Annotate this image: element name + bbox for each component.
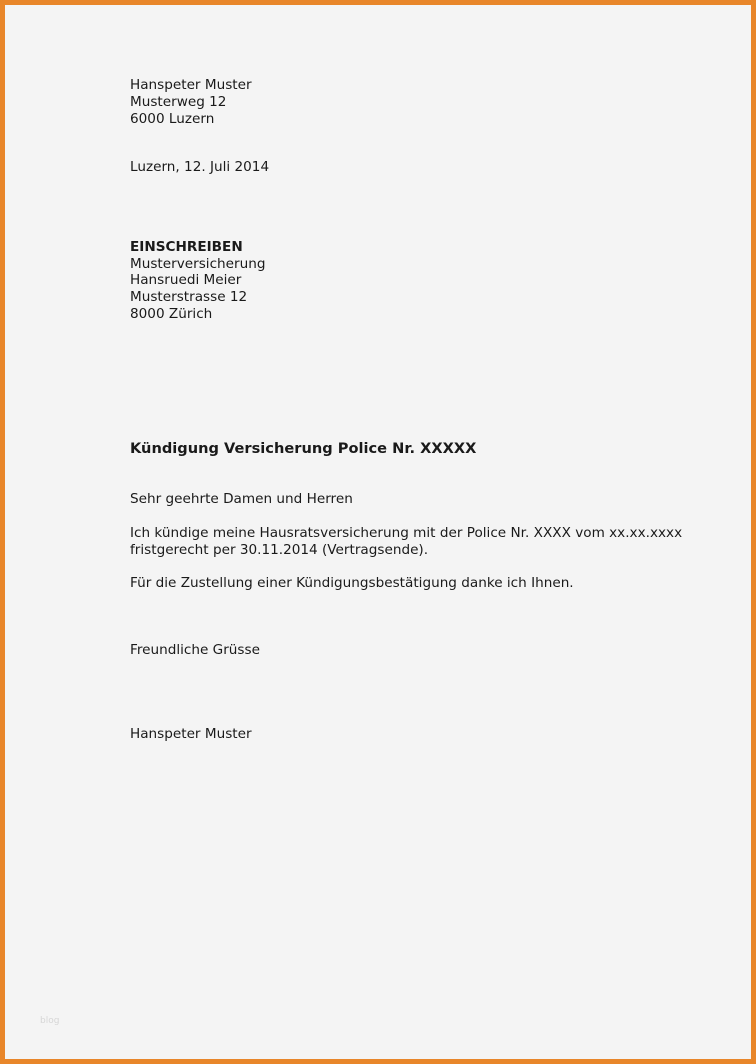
body-line: Für die Zustellung einer Kündigungsbestätigung danke ich Ihnen. bbox=[130, 575, 574, 591]
signature: Hanspeter Muster bbox=[130, 726, 252, 742]
body-line: Ich kündige meine Hausratsversicherung mit der Police Nr. XXXX vom xx.xx.xxxx bbox=[130, 525, 683, 541]
sender-name: Hanspeter Muster bbox=[130, 77, 252, 93]
body-line: fristgerecht per 30.11.2014 (Vertragsende). bbox=[130, 542, 429, 558]
recipient-street: Musterstrasse 12 bbox=[130, 289, 248, 305]
closing: Freundliche Grüsse bbox=[130, 642, 260, 658]
sender-street: Musterweg 12 bbox=[130, 94, 227, 110]
recipient-person: Hansruedi Meier bbox=[130, 272, 242, 288]
subject-heading: Kündigung Versicherung Police Nr. XXXXX bbox=[130, 440, 477, 457]
place-date: Luzern, 12. Juli 2014 bbox=[130, 159, 270, 175]
recipient-city: 8000 Zürich bbox=[130, 306, 213, 322]
recipient-company: Musterversicherung bbox=[130, 256, 266, 272]
watermark: blog bbox=[40, 1016, 60, 1026]
salutation: Sehr geehrte Damen und Herren bbox=[130, 491, 353, 507]
registered-label: EINSCHREIBEN bbox=[130, 239, 243, 255]
sender-city: 6000 Luzern bbox=[130, 111, 215, 127]
